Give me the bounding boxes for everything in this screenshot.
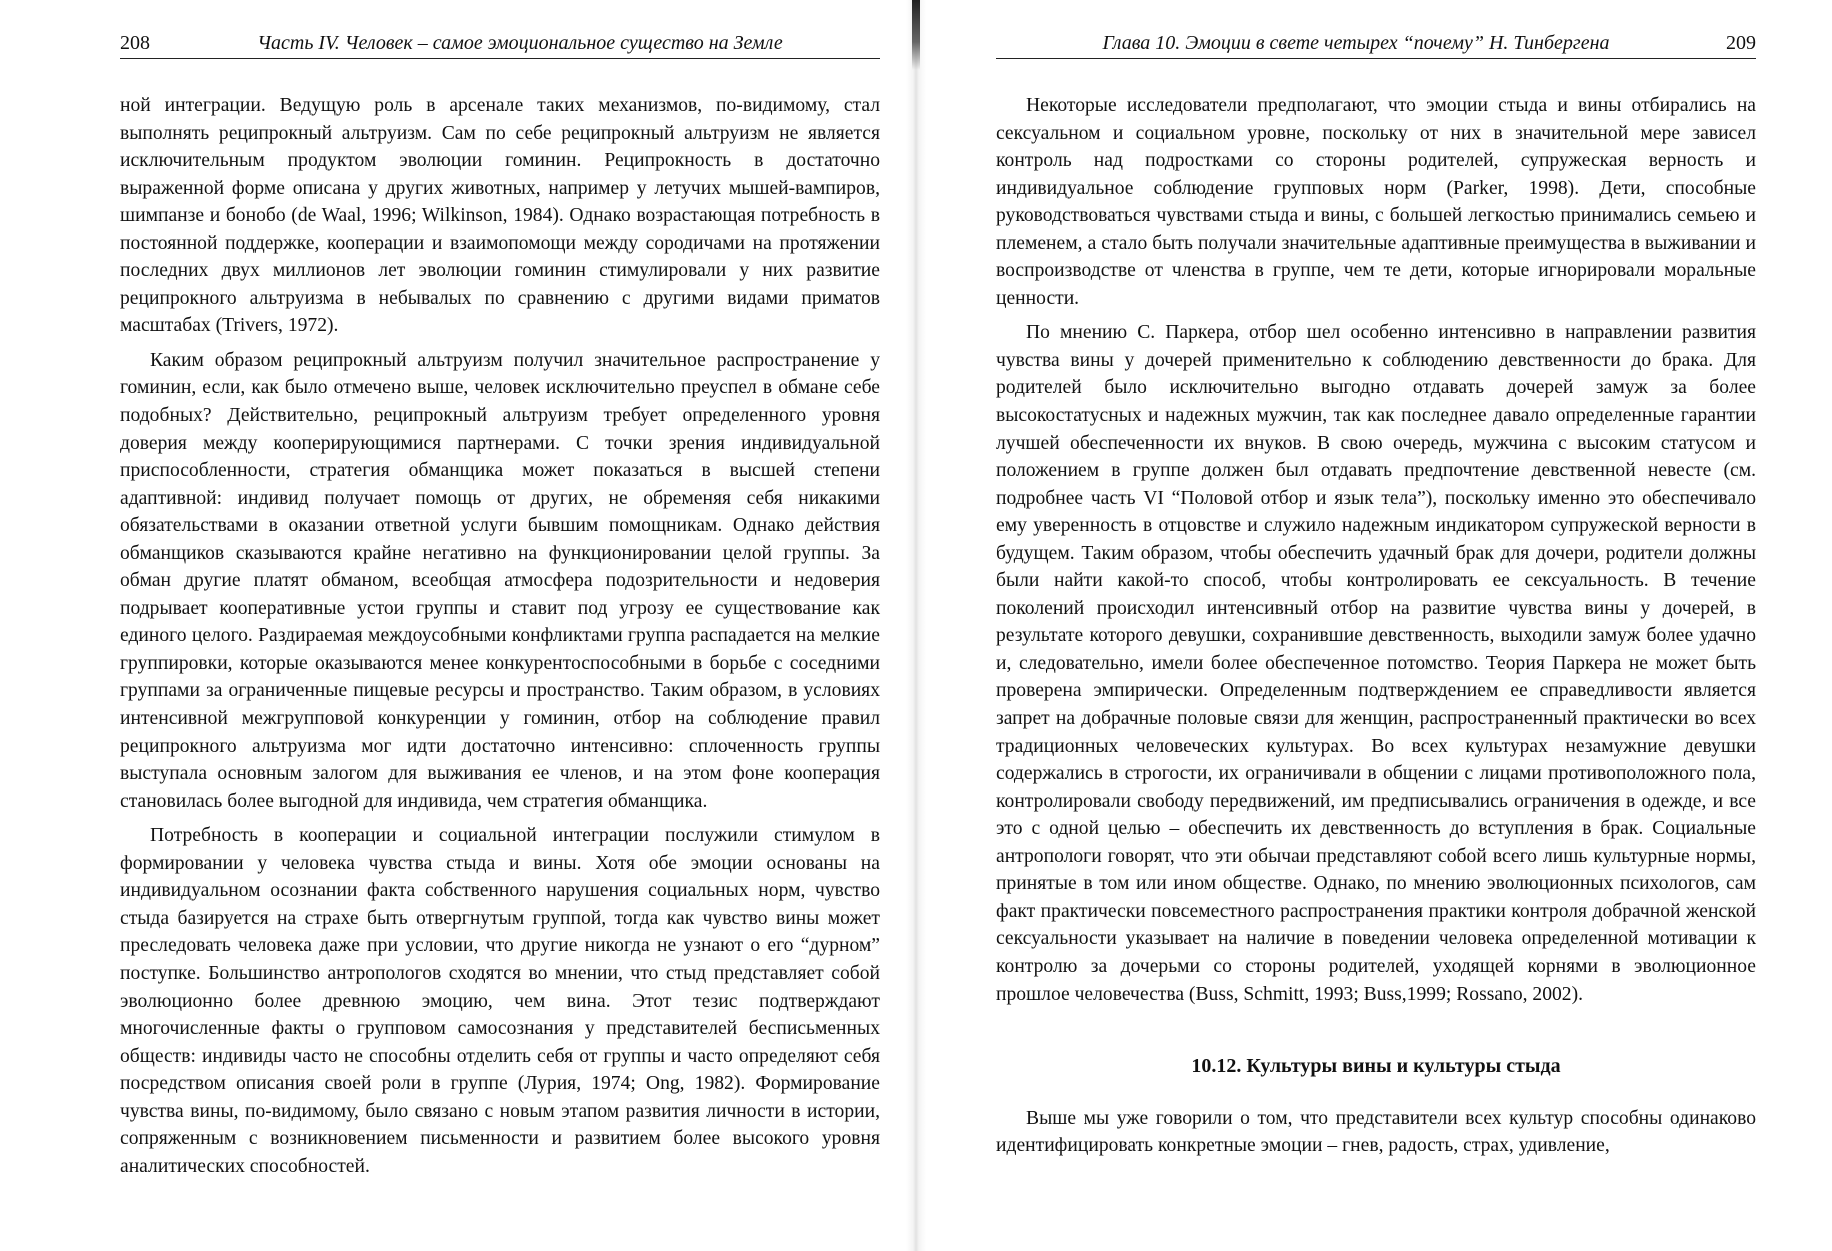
left-page-body [120, 92, 880, 1180]
right-page-body [996, 92, 1756, 1160]
paragraph: По мнению С. Паркера, отбор шел особенно интенсивно в направлении развития чувства вины у дочерей применительно к соблюдению девственности до брака. Для родителей было исключительно выгодно отдавать дочерей замуж за более высокостатусных и надежных мужчин, так как последнее давало определенные гарантии лучшей обеспеченности их внуков. В свою очередь, мужчина с высоким статусом и положением в группе должен был отдавать предпочтение девственной невесте (см. подробнее часть VI “Половой отбор и язык тела”), поскольку именно это обеспечивало ему уверенность в отцовстве и служило надежным индикатором супружеской верности в будущем. Таким образом, чтобы обеспечить удачный брак для дочери, родители должны были найти какой-то способ, чтобы контролировать ее сексуальность. В течение поколений происходил интенсивный отбор на развитие чувства вины у дочерей, в результате которого девушки, сохранившие девственность, выходили замуж более удачно и, следовательно, имели более обеспеченное потомство. Теория Паркера не может быть проверена эмпирически. Определенным подтверждением ее справедливости является запрет на добрачные половые связи для женщин, распространенный практически во всех традиционных человеческих культурах. Во всех культурах незамужние девушки содержались в строгости, их ограничивали в общении с лицами противоположного пола, контролировали свободу передвижений, им предписывались ограничения в одежде, и все это с одной целью – обеспечить их девственность до вступления в брак. Социальные антропологи говорят, что эти обычаи представляют собой всего лишь культурные нормы, принятые в том или ином обществе. Однако, по мнению эволюционных психологов, сам факт практически повсеместного распространения практики контроля добрачной женской сексуальности указывает на наличие в поведении человека определенной мотивации к контролю за дочерьми со стороны родителей, уходящей корнями в эволюционное прошлое человечества (Buss, Schmitt, 1993; Buss,1999; Rossano, 2002). [996, 322, 1756, 1005]
running-head-left [120, 28, 880, 59]
section-heading: 10.12. Культуры вины и культуры стыда [1191, 1055, 1561, 1078]
running-head-right [996, 28, 1756, 59]
paragraph: ной интеграции. Ведущую роль в арсенале таких механизмов, по-видимому, стал выполнять реципрокный альтруизм. Сам по себе реципрокный альтруизм не является исключительным продуктом эволюции гоминин. Реципрокность в достаточно выраженной форме описана у других животных, например у летучих мышей-вампиров, шимпанзе и бонобо (de Waal, 1996; Wilkinson, 1984). Однако возрастающая потребность в постоянной поддержке, кооперации и взаимопомощи между сородичами на протяжении последних двух миллионов лет эволюции гоминин стимулировали у них развитие реципрокного альтруизма в небывалых по сравнению с другими видами приматов масштабах (Trivers, 1972). [120, 95, 880, 337]
page-number-left: 208 [120, 32, 150, 54]
running-head-title-left: Часть IV. Человек – самое эмоциональное существо на Земле [257, 32, 783, 54]
paragraph: Некоторые исследователи предполагают, что эмоции стыда и вины отбирались на сексуальном и социальном уровне, поскольку от них в значительной мере зависел контроль над подростками со стороны родителей, супружеская верность и индивидуальное соблюдение групповых норм (Parker, 1998). Дети, способные руководствоваться чувствами стыда и вины, с большей легкостью принимались семьею и племенем, а стало быть получали значительные адаптивные преимущества в выживании и воспроизводстве от членства в группе, чем те дети, которые игнорировали моральные ценности. [996, 95, 1756, 309]
paragraph: Каким образом реципрокный альтруизм получил значительное распространение у гоминин, если, как было отмечено выше, человек исключительно преуспел в обмане себе подобных? Действительно, реципрокный альтруизм требует определенного уровня доверия между кооперирующимися партнерами. С точки зрения индивидуальной приспособленности, стратегия обманщика может показаться в высшей степени адаптивной: индивид получает помощь от других, не обременяя себя никакими обязательствами в оказании ответной услуги бывшим помощникам. Однако действия обманщиков сказываются крайне негативно на функционировании целой группы. За обман другие платят обманом, всеобщая атмосфера подозрительности и недоверия подрывает кооперативные устои группы и ставит под угрозу ее существование как единого целого. Раздираемая междоусобными конфликтами группа распадается на мелкие группировки, которые оказываются менее конкурентоспособными в борьбе с соседними группами за ограниченные пищевые ресурсы и пространство. Таким образом, в условиях интенсивной межгрупповой конкуренции у гоминин, отбор на соблюдение правил реципрокного альтруизма мог идти достаточно интенсивно: сплоченность группы выступала основным залогом для выживания ее членов, и на этом фоне кооперация становилась более выгодной для индивида, чем стратегия обманщика. [120, 349, 880, 812]
paragraph: Выше мы уже говорили о том, что представители всех культур способны одинаково идентифицировать конкретные эмоции – гнев, радость, страх, удивление, [996, 1107, 1756, 1157]
page-number-right: 209 [1726, 32, 1756, 54]
paragraph: Потребность в кооперации и социальной интеграции послужили стимулом в формировании у человека чувства стыда и вины. Хотя обе эмоции основаны на индивидуальном осознании факта собственного нарушения социальных норм, чувство стыда базируется на страхе быть отвергнутым группой, тогда как чувство вины может преследовать человека даже при условии, что другие никогда не узнают о его “дурном” поступке. Большинство антропологов сходятся во мнении, что стыд представляет собой эволюционно более древнюю эмоцию, чем вина. Этот тезис подтверждают многочисленные факты о групповом самосознания у представителей бесписьменных обществ: индивиды часто не способны отделить себя от группы и часто определяют себя посредством описания своей роли в группе (Лурия, 1974; Ong, 1982). Формирование чувства вины, по-видимому, было связано с новым этапом развития личности в истории, сопряженным с возникновением письменности и развитием более высокого уровня аналитических способностей. [120, 825, 880, 1177]
right-page [916, 0, 1832, 1251]
running-head-title-right: Глава 10. Эмоции в свете четырех “почему” Н. Тинбергена [1102, 32, 1610, 54]
